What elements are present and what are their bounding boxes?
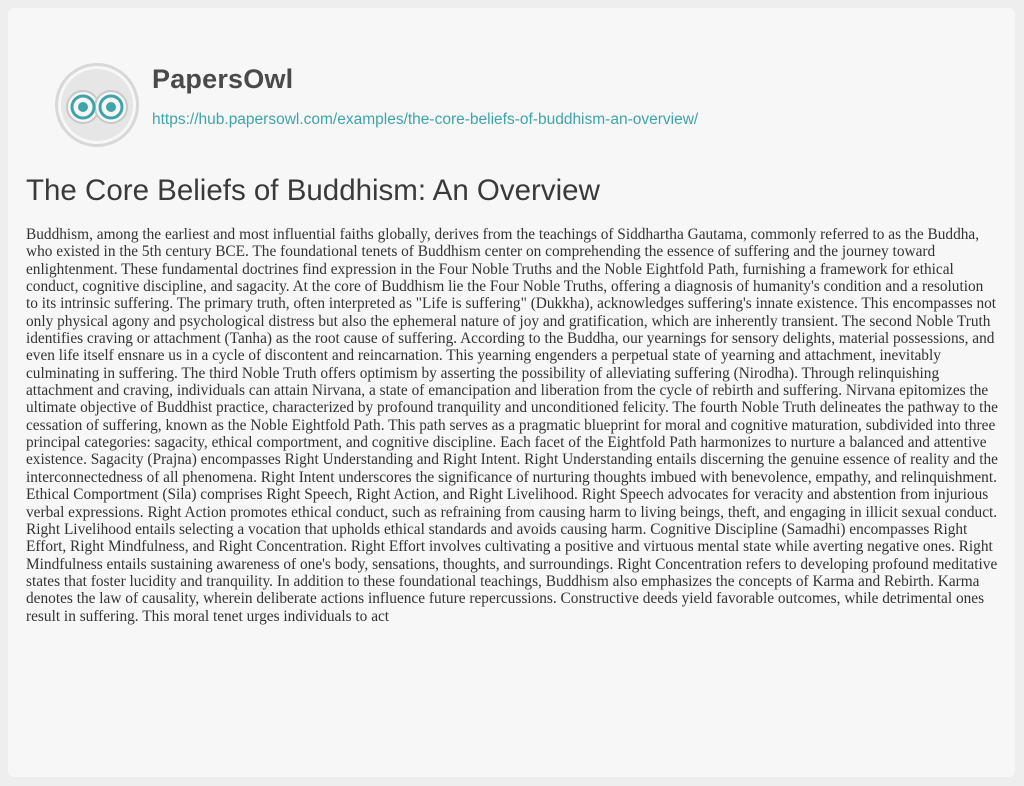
page-title: The Core Beliefs of Buddhism: An Overview <box>26 174 600 207</box>
document-page <box>8 8 1015 777</box>
site-header <box>52 54 952 144</box>
article-body: Buddhism, among the earliest and most influential faiths globally, derives from the teachings of Siddhartha Gautama, commonly referred to as the Buddha, who existed in the 5th century BCE. The foundational tenets of Buddhism center on comprehending the essence of suffering and the journey toward enlightenment. These fundamental doctrines find expression in the Four Noble Truths and the Noble Eightfold Path, furnishing a framework for ethical conduct, cognitive discipline, and sagacity. At the core of Buddhism lie the Four Noble Truths, offering a diagnosis of humanity's condition and a resolution to its intrinsic suffering. The primary truth, often interpreted as "Life is suffering" (Dukkha), acknowledges suffering's innate existence. This encompasses not only physical agony and psychological distress but also the ephemeral nature of joy and gratification, which are inherently transient. The second Noble Truth identifies craving or attachment (Tanha) as the root cause of suffering. According to the Buddha, our yearnings for sensory delights, material possessions, and even life itself ensnare us in a cycle of discontent and reincarnation. This yearning engenders a perpetual state of yearning and attachment, inevitably culminating in suffering. The third Noble Truth offers optimism by asserting the possibility of alleviating suffering (Nirodha). Through relinquishing attachment and craving, individuals can attain Nirvana, a state of emancipation and liberation from the cycle of rebirth and suffering. Nirvana epitomizes the ultimate objective of Buddhist practice, characterized by profound tranquility and unconditioned felicity. The fourth Noble Truth delineates the pathway to the cessation of suffering, known as the Noble Eightfold Path. This path serves as a pragmatic blueprint for moral and cognitive maturation, subdivided into three principal categories: sagacity, ethical comportment, and cognitive discipline. Each facet of the Eightfold Path harmonizes to nurture a balanced and attentive existence. Sagacity (Prajna) encompasses Right Understanding and Right Intent. Right Understanding entails discerning the genuine essence of reality and the interconnectedness of all phenomena. Right Intent underscores the significance of nurturing thoughts imbued with benevolence, empathy, and relinquishment. Ethical Comportment (Sila) comprises Right Speech, Right Action, and Right Livelihood. Right Speech advocates for veracity and abstention from injurious verbal expressions. Right Action promotes ethical conduct, such as refraining from causing harm to living beings, theft, and engaging in illicit sexual conduct. Right Livelihood entails selecting a vocation that upholds ethical standards and avoids causing harm. Cognitive Discipline (Samadhi) encompasses Right Effort, Right Mindfulness, and Right Concentration. Right Effort involves cultivating a positive and virtuous mental state while averting negative ones. Right Mindfulness entails sustaining awareness of one's body, sensations, thoughts, and surroundings. Right Concentration refers to developing profound meditative states that foster lucidity and tranquility. In addition to these foundational teachings, Buddhism also emphasizes the concepts of Karma and Rebirth. Karma denotes the law of causality, wherein deliberate actions influence future repercussions. Constructive deeds yield favorable outcomes, while detrimental ones result in suffering. This moral tenet urges individuals to act <box>26 226 998 625</box>
owl-eyes-icon <box>52 60 142 150</box>
brand-name[interactable]: PapersOwl <box>152 64 294 94</box>
page-url[interactable]: https://hub.papersowl.com/examples/the-core-beliefs-of-buddhism-an-overview/ <box>152 111 699 128</box>
